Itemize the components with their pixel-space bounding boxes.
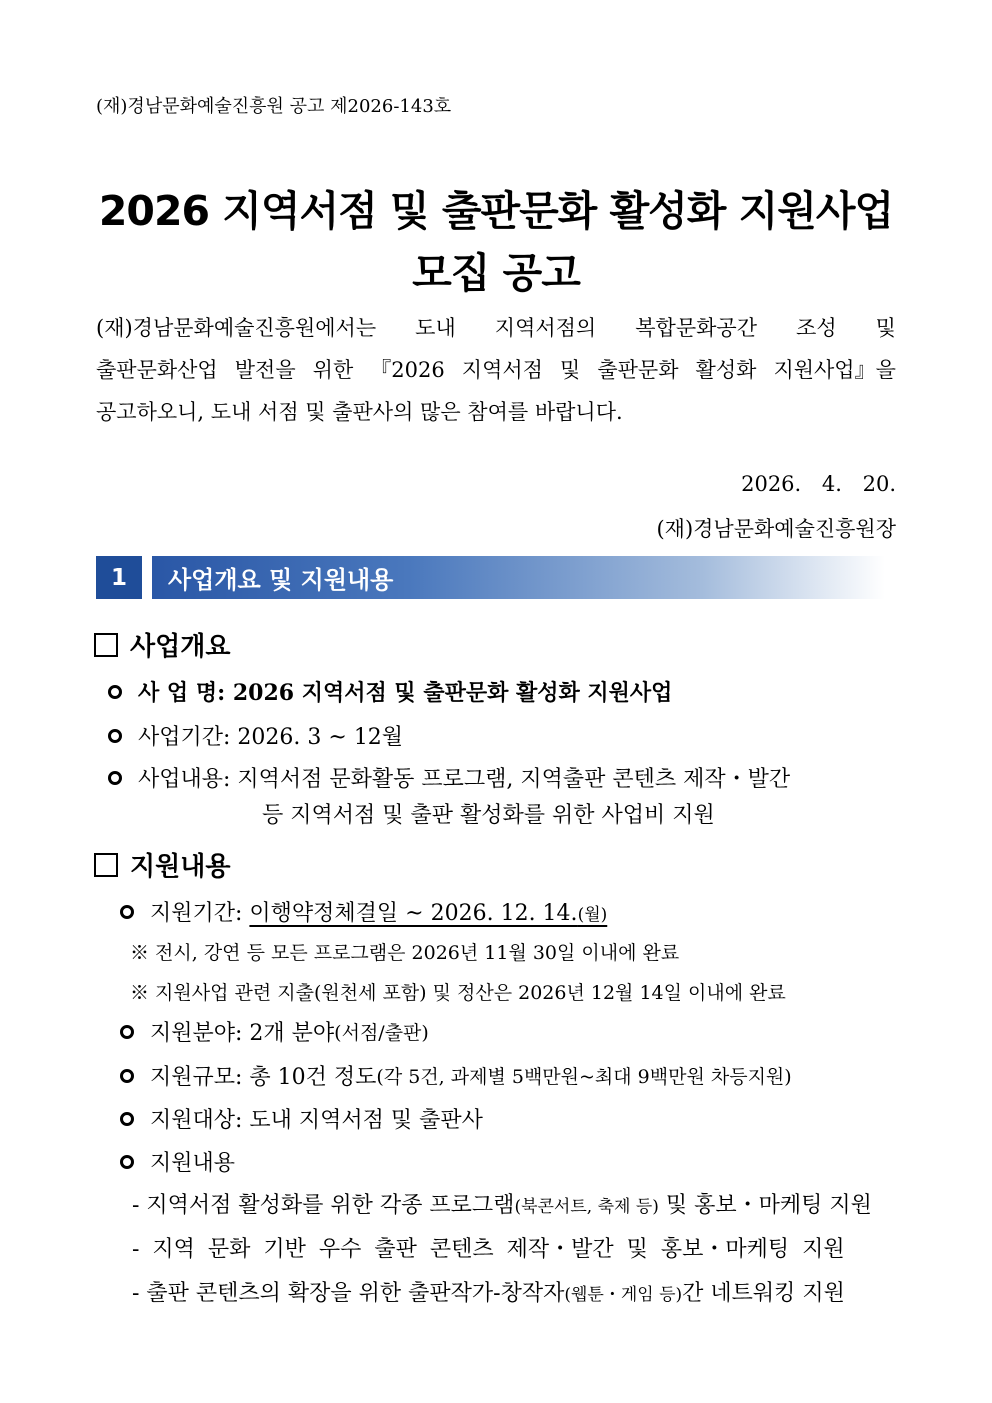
detail-item	[132, 1276, 845, 1307]
circle-bullet-icon	[120, 1069, 134, 1083]
item-text: - 지역 문화 기반 우수 출판 콘텐츠 제작・발간 및 홍보・마케팅 지원	[132, 1237, 845, 1262]
bullet-support-field	[120, 1016, 429, 1047]
value: 2개 분야	[249, 1021, 335, 1046]
bullet-project-period	[108, 720, 403, 751]
circle-bullet-icon	[108, 729, 122, 743]
label: 사업내용:	[138, 767, 231, 792]
item-paren: (웹툰・게임 등)	[564, 1285, 683, 1305]
intro-word: 발전을	[234, 358, 296, 382]
detail-item	[132, 1188, 872, 1219]
label: 지원분야:	[150, 1021, 243, 1046]
paren: (서점/출판)	[334, 1022, 429, 1044]
subheading-support	[94, 846, 230, 883]
label: 사업기간:	[138, 725, 231, 750]
checkbox-square-icon	[94, 633, 118, 657]
item-text: - 지역서점 활성화를 위한 각종 프로그램	[132, 1193, 515, 1218]
bullet-support-detail	[120, 1146, 235, 1177]
bullet-project-content	[108, 762, 790, 793]
item-text: - 출판 콘텐츠의 확장을 위한 출판작가-창작자	[132, 1281, 565, 1306]
page-title-line-2: 모집 공고	[412, 249, 580, 297]
item-text-tail: 간 네트워킹 지원	[682, 1281, 845, 1306]
label: 사 업 명:	[138, 680, 226, 706]
note-1: ※ 전시, 강연 등 모든 프로그램은 2026년 11월 30일 이내에 완료	[130, 942, 680, 964]
item-text-tail: 및 홍보・마케팅 지원	[658, 1193, 872, 1218]
subheading-overview	[94, 626, 230, 663]
circle-bullet-icon	[120, 1155, 134, 1169]
notice-number: (재)경남문화예술진흥원 공고 제2026-143호	[96, 96, 452, 117]
value: 지역서점 문화활동 프로그램, 지역출판 콘텐츠 제작・발간	[237, 767, 791, 792]
bullet-support-target	[120, 1103, 483, 1134]
section-number-badge: 1	[96, 556, 142, 599]
period-value-text: 이행약정체결일 ~ 2026. 12. 14.	[249, 901, 578, 926]
intro-word: 출판문화	[597, 358, 679, 382]
intro-word: 및	[560, 358, 581, 382]
intro-word: 『2026	[370, 358, 445, 382]
intro-word: 복합문화공간	[635, 316, 757, 340]
value: 총 10건 정도	[249, 1065, 377, 1090]
note-2: ※ 지원사업 관련 지출(원천세 포함) 및 정산은 2026년 12월 14일 이내에 완료	[130, 982, 786, 1004]
period-day: (월)	[577, 905, 608, 925]
intro-word: 위한	[312, 358, 354, 382]
subheading-label: 사업개요	[130, 632, 231, 662]
project-content-continuation: 등 지역서점 및 출판 활성화를 위한 사업비 지원	[262, 803, 715, 828]
circle-bullet-icon	[108, 771, 122, 785]
notice-date: 2026. 4. 20.	[741, 472, 896, 496]
signer: (재)경남문화예술진흥원장	[656, 517, 896, 541]
intro-paragraph-line-3: 공고하오니, 도내 서점 및 출판사의 많은 참여를 바랍니다.	[96, 400, 623, 424]
intro-word: 지역서점	[461, 358, 543, 382]
intro-word: 지역서점의	[494, 316, 597, 340]
paren: (각 5건, 과제별 5백만원~최대 9백만원 차등지원)	[376, 1066, 792, 1088]
label: 지원대상:	[150, 1108, 243, 1133]
label: 지원기간:	[150, 901, 243, 926]
circle-bullet-icon	[120, 905, 134, 919]
intro-word: (재)경남문화예술진흥원에서는	[96, 316, 377, 340]
intro-word: 활성화	[695, 358, 757, 382]
intro-paragraph-line-2	[96, 354, 896, 384]
detail-item	[132, 1232, 845, 1263]
label: 지원내용	[150, 1151, 236, 1176]
intro-word: 출판문화산업	[96, 358, 218, 382]
intro-paragraph-line-1	[96, 312, 896, 342]
section-title-bar: 사업개요 및 지원내용	[152, 556, 885, 599]
circle-bullet-icon	[108, 685, 122, 699]
item-paren: (북콘서트, 축제 등)	[514, 1197, 659, 1217]
intro-word: 도내	[415, 316, 456, 340]
value: 2026 지역서점 및 출판문화 활성화 지원사업	[232, 680, 673, 706]
bullet-support-scale	[120, 1060, 792, 1091]
value: 2026. 3 ~ 12월	[237, 725, 404, 750]
intro-word: 및	[875, 316, 896, 340]
label: 지원규모:	[150, 1065, 243, 1090]
value: 도내 지역서점 및 출판사	[249, 1108, 483, 1133]
bullet-project-name	[108, 676, 672, 707]
value	[249, 896, 607, 927]
intro-word: 지원사업』을	[773, 358, 896, 382]
bullet-support-period	[120, 896, 607, 927]
intro-word: 조성	[796, 316, 837, 340]
page-title-line-1: 2026 지역서점 및 출판문화 활성화 지원사업	[98, 187, 894, 235]
subheading-label: 지원내용	[130, 852, 231, 882]
circle-bullet-icon	[120, 1025, 134, 1039]
checkbox-square-icon	[94, 853, 118, 877]
circle-bullet-icon	[120, 1112, 134, 1126]
